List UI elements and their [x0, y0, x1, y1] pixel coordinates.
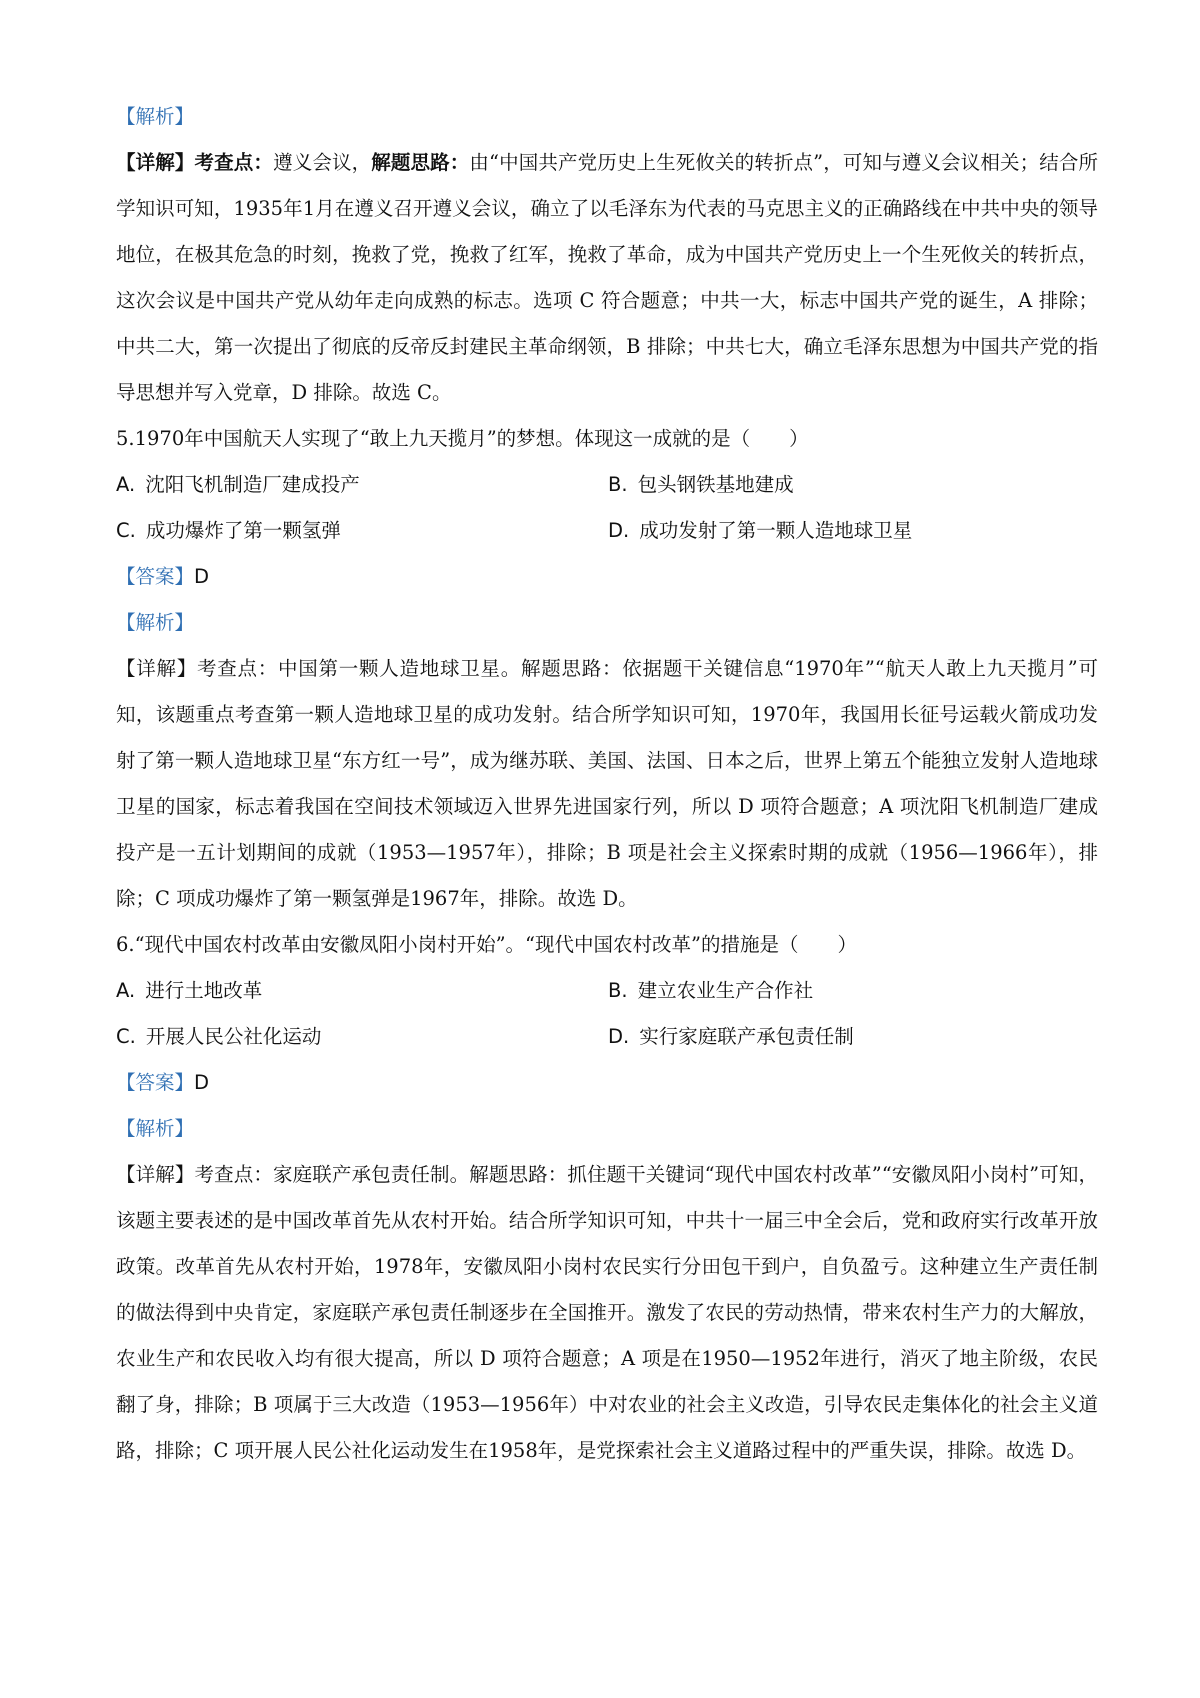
question-6-option-a — [116, 968, 262, 1014]
question-6-stem — [116, 922, 1098, 968]
document-content — [116, 94, 1098, 1474]
detail-tag: 【详解】 — [116, 657, 197, 680]
option-label: A. — [116, 473, 136, 496]
question-5-stem-text: 5.1970年中国航天人实现了“敢上九天揽月”的梦想。体现这一成就的是（ ） — [116, 427, 809, 450]
analysis-tag-text: 【解析】 — [116, 105, 195, 128]
question-6-answer — [116, 1060, 1098, 1106]
question-6-option-b — [608, 968, 813, 1014]
question-5-stem — [116, 416, 1098, 462]
option-label: D. — [608, 1025, 630, 1048]
kaochadian-text: 遵义会议， — [273, 151, 372, 174]
answer-value: D — [194, 565, 210, 588]
detail-text: 考查点：中国第一颗人造地球卫星。解题思路：依据题干关键信息“1970年”“航天人敢上九天揽月”可知，该题重点考查第一颗人造地球卫星的成功发射。结合所学知识可知，1970年，我国用长征号运载火箭成功发射了第一颗人造地球卫星“东方红一号”，成为继苏联、美国、法国、日本之后，世界上第五个能独立发射人造地球卫星的国家，标志着我国在空间技术领域迈入世界先进国家行列，所以 D 项符合题意；A 项沈阳飞机制造厂建成投产是一五计划期间的成就（1953—1957年），排除；B 项是社会主义探索时期的成就（1956—1966年），排除；C 项成功爆炸了第一颗氢弹是1967年，排除。故选 D。 — [116, 657, 1098, 910]
question-6-stem-text: 6.“现代中国农村改革由安徽凤阳小岗村开始”。“现代中国农村改革”的措施是（ ） — [116, 933, 857, 956]
option-label: B. — [608, 473, 628, 496]
kaochadian-label: 考查点： — [194, 151, 274, 174]
detail-text: 由“中国共产党历史上生死攸关的转折点”，可知与遵义会议相关；结合所学知识可知，1935年1月在遵义召开遵义会议，确立了以毛泽东为代表的马克思主义的正确路线在中共中央的领导地位，在极其危急的时刻，挽救了党，挽救了红军，挽救了革命，成为中国共产党历史上一个生死攸关的转折点，这次会议是中国共产党从幼年走向成熟的标志。选项 C 符合题意；中共一大，标志中国共产党的诞生，A 排除；中共二大，第一次提出了彻底的反帝反封建民主革命纲领，B 排除；中共七大，确立毛泽东思想为中国共产党的指导思想并写入党章，D 排除。故选 C。 — [116, 151, 1098, 404]
question-6-options-row-1 — [116, 968, 1098, 1014]
question-5-answer — [116, 554, 1098, 600]
question-6-detail — [116, 1152, 1098, 1474]
analysis-tag — [116, 94, 1098, 140]
detail-text: 考查点：家庭联产承包责任制。解题思路：抓住题干关键词“现代中国农村改革”“安徽凤阳小岗村”可知，该题主要表述的是中国改革首先从农村开始。结合所学知识可知，中共十一届三中全会后，党和政府实行改革开放政策。改革首先从农村开始，1978年，安徽凤阳小岗村农民实行分田包干到户，自负盈亏。这种建立生产责任制的做法得到中央肯定，家庭联产承包责任制逐步在全国推开。激发了农民的劳动热情，带来农村生产力的大解放，农业生产和农民收入均有很大提高，所以 D 项符合题意；A 项是在1950—1952年进行，消灭了地主阶级，农民翻了身，排除；B 项属于三大改造（1953—1956年）中对农业的社会主义改造，引导农民走集体化的社会主义道路，排除；C 项开展人民公社化运动发生在1958年，是党探索社会主义道路过程中的严重失误，排除。故选 D。 — [116, 1163, 1098, 1462]
question-5-option-b — [608, 462, 794, 508]
detail-tag: 【详解】 — [116, 1163, 195, 1186]
question-6-option-c — [116, 1014, 321, 1060]
answer-value: D — [194, 1071, 210, 1094]
answer-tag: 【答案】 — [116, 1071, 195, 1094]
question-5-options-row-1 — [116, 462, 1098, 508]
detail-tag: 【详解】 — [116, 151, 195, 174]
option-text: 建立农业生产合作社 — [637, 979, 814, 1002]
question-6-analysis-tag — [116, 1106, 1098, 1152]
option-text: 进行土地改革 — [145, 979, 263, 1002]
option-label: C. — [116, 1025, 136, 1048]
question-6-options-row-2 — [116, 1014, 1098, 1060]
question-5-option-d — [608, 508, 912, 554]
option-text: 成功发射了第一颗人造地球卫星 — [639, 519, 913, 542]
analysis-tag-text: 【解析】 — [116, 1117, 195, 1140]
question-5-detail — [116, 646, 1098, 922]
question-5-option-a — [116, 462, 360, 508]
answer-tag: 【答案】 — [116, 565, 195, 588]
option-label: D. — [608, 519, 630, 542]
analysis-tag-text: 【解析】 — [116, 611, 195, 634]
option-label: A. — [116, 979, 136, 1002]
option-text: 实行家庭联产承包责任制 — [639, 1025, 854, 1048]
option-text: 成功爆炸了第一颗氢弹 — [145, 519, 341, 542]
question-6-option-d — [608, 1014, 854, 1060]
detail-paragraph-q4 — [116, 140, 1098, 416]
option-text: 包头钢铁基地建成 — [637, 473, 794, 496]
silu-label: 解题思路： — [371, 151, 470, 174]
option-text: 开展人民公社化运动 — [145, 1025, 322, 1048]
option-text: 沈阳飞机制造厂建成投产 — [145, 473, 360, 496]
option-label: C. — [116, 519, 136, 542]
question-5-option-c — [116, 508, 341, 554]
question-5-options-row-2 — [116, 508, 1098, 554]
option-label: B. — [608, 979, 628, 1002]
question-5-analysis-tag — [116, 600, 1098, 646]
